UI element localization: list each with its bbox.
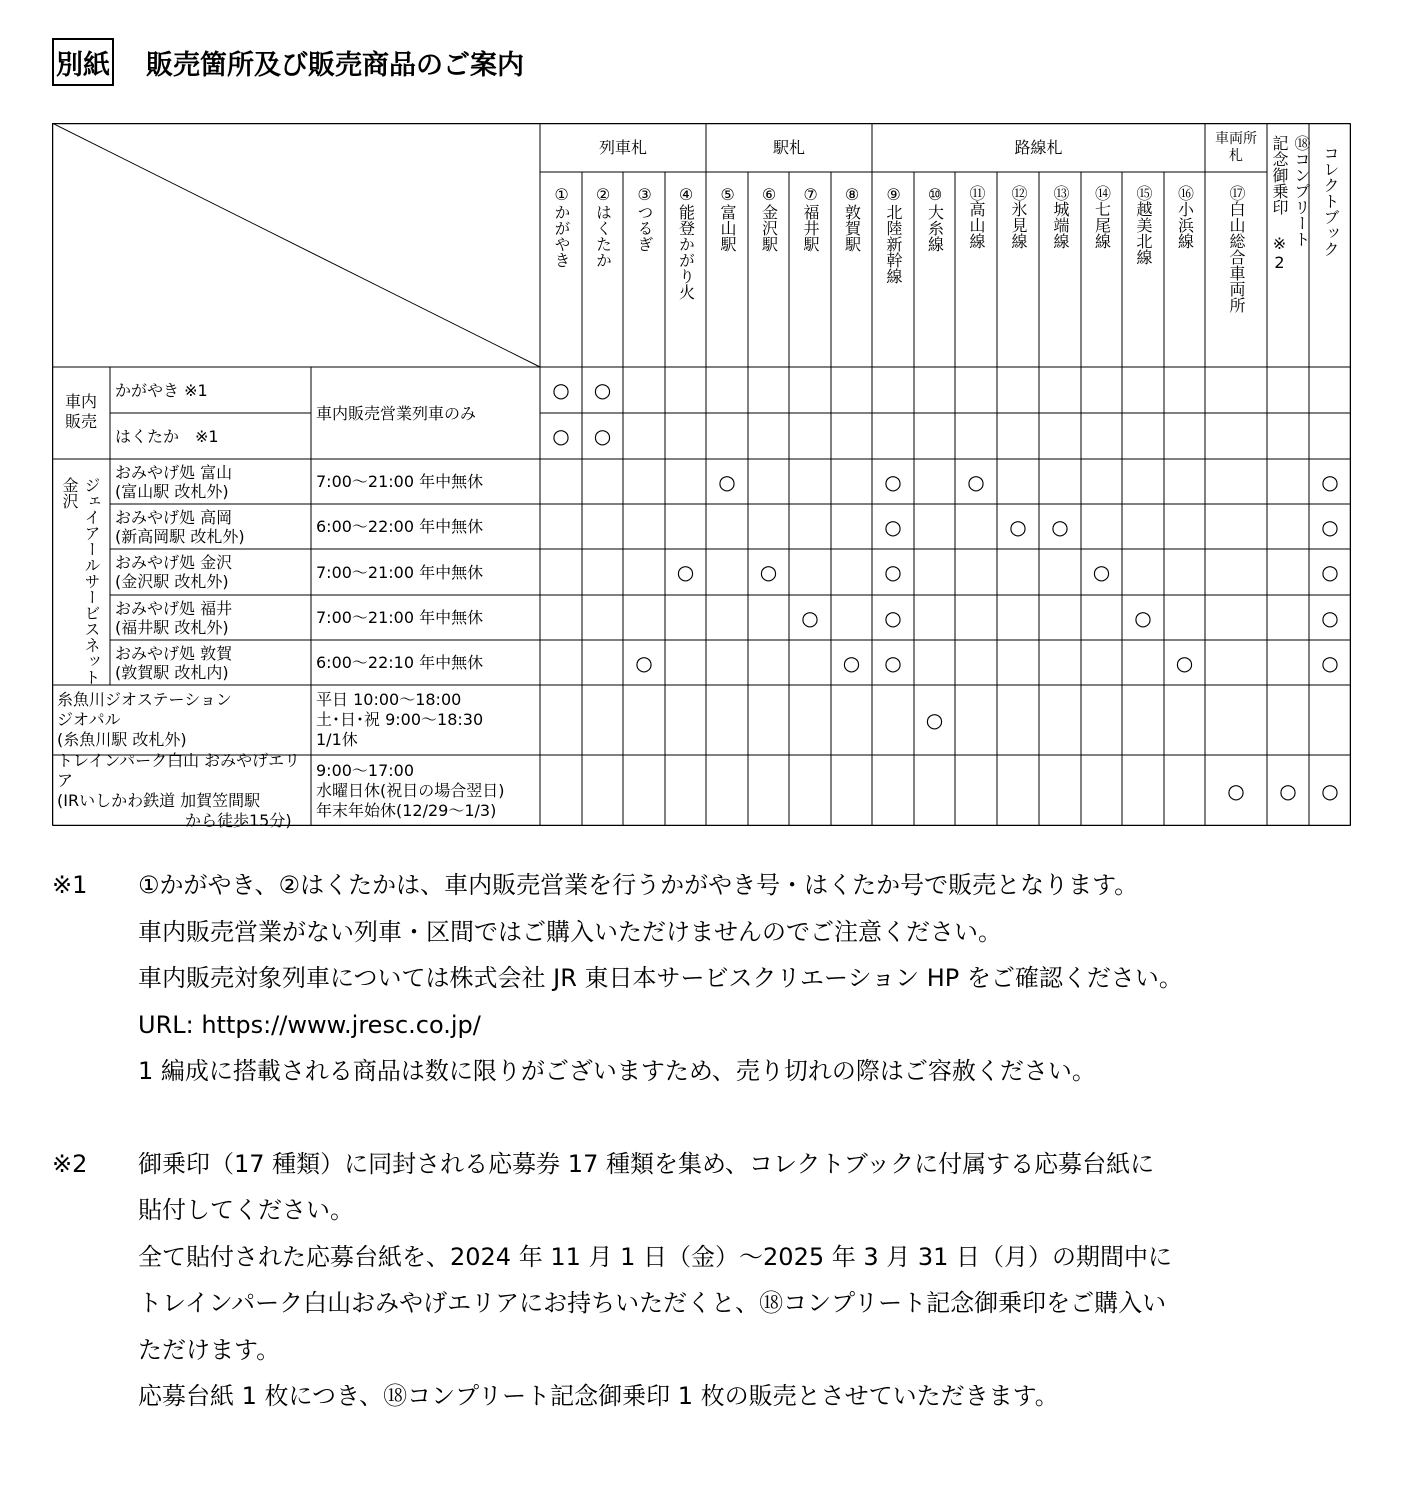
footnote (52, 862, 1372, 1095)
mark-circle: ○ (676, 560, 695, 584)
column-header: ⑩大糸線 (925, 185, 945, 252)
row-name: おみやげ処 高岡 (新高岡駅 改札外) (115, 507, 245, 546)
grid-line (52, 123, 540, 367)
mark-circle: ○ (552, 424, 570, 448)
row-hours: 7:00～21:00 年中無休 (316, 608, 484, 627)
column-header: ⑧敦賀駅 (842, 185, 862, 252)
column-header: ⑦福井駅 (801, 185, 820, 252)
mark-circle: ○ (1321, 469, 1339, 494)
row-hours: 平日 10:00～18:00 土･日･祝 9:00～18:30 1/1休 (316, 690, 484, 749)
group-header: 車両所 札 (1215, 130, 1257, 164)
group-header: 駅札 (772, 138, 805, 157)
footnote-tag: ※1 (52, 871, 88, 899)
sales-table (52, 123, 1351, 830)
mark-circle: ○ (842, 650, 861, 675)
mark-circle: ○ (1321, 560, 1339, 584)
mark-circle: ○ (1092, 560, 1111, 584)
mark-circle: ○ (1134, 605, 1152, 630)
footnotes (52, 862, 1372, 1420)
column-header: コレクトブック (1321, 145, 1340, 257)
section-jr-service: ジェイアールサービスネット金沢 (60, 477, 101, 685)
column-header-label: ⑱コンプリート (1292, 135, 1311, 247)
footnote-line: 車内販売営業がない列車・区間ではご購入いただけませんのでご注意ください。 (138, 917, 1002, 946)
section-in-train: 車内販売 (64, 392, 97, 431)
footnote-line: URL: https://www.jresc.co.jp/ (138, 1010, 481, 1039)
row-hours: 6:00～22:00 年中無休 (316, 517, 484, 536)
row-name: おみやげ処 富山 (富山駅 改札外) (115, 462, 233, 501)
mark-circle: ○ (1175, 650, 1194, 675)
column-header-label: 記念御乗印 ※2 (1270, 135, 1289, 272)
row-name: はくたか ※1 (115, 426, 219, 446)
footnote-line: 貼付してください。 (138, 1196, 354, 1224)
mark-circle: ○ (884, 514, 902, 539)
footnote-line: 全て貼付された応募台紙を、2024 年 11 月 1 日（金）～2025 年 3 月 31 日（月）の期間中に (138, 1242, 1173, 1271)
mark-circle: ○ (925, 708, 944, 732)
column-header: ⑤富山駅 (718, 185, 737, 252)
column-header: ⑮越美北線 (1134, 185, 1153, 265)
column-header: ④能登かがり火 (676, 185, 696, 300)
title-text: 販売箇所及び販売商品のご案内 (146, 49, 524, 81)
column-header: ⑥金沢駅 (759, 185, 779, 252)
footnote-tag: ※2 (52, 1149, 88, 1178)
column-header: ②はくたか (593, 185, 613, 268)
mark-circle: ○ (1321, 605, 1339, 630)
footnote-line: ただけます。 (138, 1335, 281, 1364)
mark-circle: ○ (884, 605, 902, 630)
mark-circle: ○ (801, 605, 819, 630)
row-name: おみやげ処 敦賀 (敦賀駅 改札内) (115, 643, 233, 682)
mark-circle: ○ (1009, 514, 1027, 539)
mark-circle: ○ (967, 469, 985, 494)
mark-circle: ○ (1321, 778, 1339, 803)
column-header: ⑬城端線 (1051, 185, 1070, 249)
column-header: ①かがやき (552, 185, 571, 268)
title-box: 別紙 (52, 38, 114, 86)
row-hours: 6:00～22:10 年中無休 (316, 653, 484, 672)
mark-circle: ○ (718, 469, 736, 494)
column-header: ⑫氷見線 (1009, 185, 1028, 249)
row-name: おみやげ処 福井 (福井駅 改札外) (115, 598, 233, 637)
document-title (52, 36, 524, 88)
column-header: ⑨北陸新幹線 (884, 185, 903, 284)
footnote-line: 車内販売対象列車については株式会社 JR 東日本サービスクリエーション HP をご確認ください。 (138, 964, 1183, 992)
group-header: 路線札 (1014, 138, 1063, 157)
mark-circle: ○ (1321, 514, 1339, 539)
group-header: 列車札 (598, 138, 647, 157)
column-header: ⑯小浜線 (1175, 185, 1195, 249)
footnote-line: 1 編成に搭載される商品は数に限りがございますため、売り切れの際はご容赦ください。 (138, 1057, 1096, 1085)
row-name: おみやげ処 金沢 (金沢駅 改札外) (115, 553, 233, 591)
row-hours: 7:00～21:00 年中無休 (316, 472, 484, 491)
mark-circle: ○ (759, 560, 778, 584)
column-header: ⑰白山総合車両所 (1227, 185, 1246, 313)
footnote-line: ①かがやき、②はくたかは、車内販売営業を行うかがやき号・はくたか号で販売となります。 (138, 871, 1139, 899)
mark-circle: ○ (635, 650, 653, 675)
mark-circle: ○ (884, 560, 902, 584)
row-hours: 車内販売営業列車のみ (316, 403, 477, 423)
mark-circle: ○ (884, 469, 902, 494)
column-header: ⑪高山線 (967, 185, 986, 249)
row-name: かがやき ※1 (115, 380, 208, 400)
row-name: 糸魚川ジオステーション ジオパル (糸魚川駅 改札外) (57, 690, 232, 749)
footnote-line: トレインパーク白山おみやげエリアにお持ちいただくと、⑱コンプリート記念御乗印をご購入い (138, 1289, 1167, 1317)
mark-circle: ○ (1227, 778, 1245, 803)
row-hours: 7:00～21:00 年中無休 (316, 562, 484, 582)
mark-circle: ○ (1279, 778, 1297, 803)
mark-circle: ○ (884, 650, 902, 675)
mark-circle: ○ (1051, 514, 1069, 539)
mark-circle: ○ (593, 378, 612, 402)
footnote (52, 1141, 1372, 1420)
mark-circle: ○ (593, 424, 612, 448)
column-header: ③つるぎ (635, 185, 654, 252)
column-header: ⑭七尾線 (1092, 185, 1112, 249)
mark-circle: ○ (552, 378, 570, 402)
footnote-line: 応募台紙 1 枚につき、⑱コンプリート記念御乗印 1 枚の販売とさせていただきます。 (138, 1382, 1059, 1410)
row-hours: 9:00～17:00 水曜日休(祝日の場合翌日) 年末年始休(12/29～1/3) (316, 760, 505, 820)
mark-circle: ○ (1321, 650, 1339, 675)
footnote-line: 御乗印（17 種類）に同封される応募券 17 種類を集め、コレクトブックに付属する応募台紙に (138, 1149, 1155, 1178)
row-name: トレインパーク白山 おみやげエリア (IRいしかわ鉄道 加賀笠間駅 から徒歩15分) (57, 750, 301, 830)
